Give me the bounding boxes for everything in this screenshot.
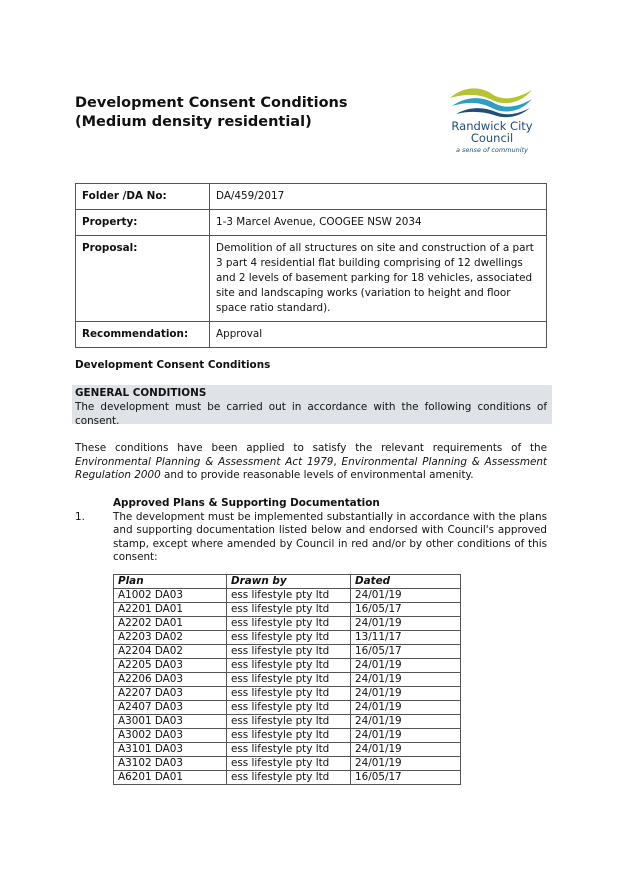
summary-row: [76, 210, 547, 236]
plan-cell: A2203 DA02: [114, 631, 227, 645]
general-conditions-title: GENERAL CONDITIONS: [75, 387, 207, 399]
table-row: [114, 645, 461, 659]
plan-cell: A1002 DA03: [114, 589, 227, 603]
council-name-line-2: Council: [470, 131, 514, 145]
table-row: [114, 617, 461, 631]
table-row: [114, 729, 461, 743]
summary-label: Proposal:: [76, 236, 210, 322]
drawn-by-cell: ess lifestyle pty ltd: [227, 687, 351, 701]
plan-cell: A2202 DA01: [114, 617, 227, 631]
summary-value: 1-3 Marcel Avenue, COOGEE NSW 2034: [210, 210, 547, 236]
plan-cell: A3002 DA03: [114, 729, 227, 743]
plan-cell: A2407 DA03: [114, 701, 227, 715]
drawn-by-cell: ess lifestyle pty ltd: [227, 589, 351, 603]
act-name: Environmental Planning & Assessment Act 1979: [75, 455, 334, 468]
summary-value: DA/459/2017: [210, 184, 547, 210]
dated-cell: 16/05/17: [351, 645, 461, 659]
summary-label: Property:: [76, 210, 210, 236]
drawn-by-cell: ess lifestyle pty ltd: [227, 757, 351, 771]
conditions-text-start: These conditions have been applied to satisfy the relevant requirements of the: [75, 442, 547, 454]
condition-text: The development must be implemented substantially in accordance with the plans and supporting documentation listed below and endorsed with Council's approved stamp, except where amended by Council in red and/or by other conditions of this consent:: [113, 511, 547, 563]
wave-logo-icon: [446, 84, 536, 118]
plan-cell: A2204 DA02: [114, 645, 227, 659]
regulation-name: Environmental Planning & Assessment Regulation 2000: [75, 455, 548, 481]
drawn-by-cell: ess lifestyle pty ltd: [227, 673, 351, 687]
dated-cell: 16/05/17: [351, 603, 461, 617]
table-row: [114, 603, 461, 617]
table-row: [114, 673, 461, 687]
table-row: [114, 757, 461, 771]
plans-table: [113, 574, 461, 785]
dated-cell: 24/01/19: [351, 617, 461, 631]
council-tagline: a sense of community: [456, 146, 528, 154]
condition-heading: Approved Plans & Supporting Documentation: [113, 497, 380, 509]
drawn-by-cell: ess lifestyle pty ltd: [227, 771, 351, 785]
drawn-by-cell: ess lifestyle pty ltd: [227, 659, 351, 673]
summary-label: Recommendation:: [76, 322, 210, 348]
general-conditions-text: The development must be carried out in accordance with the following conditions of consent.: [75, 401, 547, 427]
summary-value: Demolition of all structures on site and construction of a part 3 part 4 residential flat building comprising of 12 dwellings and 2 levels of basement parking for 18 vehicles, associated site and landscaping works (variation to height and floor space ratio standard).: [210, 236, 547, 322]
council-name-line-1: Randwick City: [451, 119, 533, 133]
table-row: [114, 715, 461, 729]
drawn-by-cell: ess lifestyle pty ltd: [227, 715, 351, 729]
summary-table: [75, 183, 547, 348]
document-title: [75, 94, 405, 132]
dated-cell: 24/01/19: [351, 729, 461, 743]
conditions-comma: ,: [333, 455, 342, 468]
conditions-paragraph: [75, 442, 547, 483]
document-title-line-2: (Medium density residential): [75, 114, 312, 130]
plan-cell: A6201 DA01: [114, 771, 227, 785]
table-row: [114, 631, 461, 645]
plan-cell: A2206 DA03: [114, 673, 227, 687]
summary-row: [76, 236, 547, 322]
dated-cell: 24/01/19: [351, 589, 461, 603]
plan-cell: A3101 DA03: [114, 743, 227, 757]
condition-number: 1.: [75, 511, 85, 523]
drawn-by-cell: ess lifestyle pty ltd: [227, 617, 351, 631]
plans-header-row: [114, 575, 461, 589]
dated-cell: 16/05/17: [351, 771, 461, 785]
dated-cell: 13/11/17: [351, 631, 461, 645]
dated-cell: 24/01/19: [351, 701, 461, 715]
summary-label: Folder /DA No:: [76, 184, 210, 210]
plan-cell: A3102 DA03: [114, 757, 227, 771]
dated-cell: 24/01/19: [351, 673, 461, 687]
table-row: [114, 659, 461, 673]
plans-header-dated: Dated: [351, 575, 461, 589]
plans-table-body: [114, 589, 461, 785]
dated-cell: 24/01/19: [351, 687, 461, 701]
summary-row: [76, 184, 547, 210]
dated-cell: 24/01/19: [351, 743, 461, 757]
drawn-by-cell: ess lifestyle pty ltd: [227, 701, 351, 715]
drawn-by-cell: ess lifestyle pty ltd: [227, 631, 351, 645]
table-row: [114, 701, 461, 715]
summary-value: Approval: [210, 322, 547, 348]
table-row: [114, 743, 461, 757]
dated-cell: 24/01/19: [351, 715, 461, 729]
table-row: [114, 687, 461, 701]
plan-cell: A2201 DA01: [114, 603, 227, 617]
plan-cell: A2207 DA03: [114, 687, 227, 701]
dated-cell: 24/01/19: [351, 659, 461, 673]
drawn-by-cell: ess lifestyle pty ltd: [227, 743, 351, 757]
council-name: [444, 120, 540, 144]
drawn-by-cell: ess lifestyle pty ltd: [227, 645, 351, 659]
plan-cell: A3001 DA03: [114, 715, 227, 729]
drawn-by-cell: ess lifestyle pty ltd: [227, 603, 351, 617]
dated-cell: 24/01/19: [351, 757, 461, 771]
plans-header-plan: Plan: [114, 575, 227, 589]
table-row: [114, 589, 461, 603]
council-logo: [440, 84, 540, 158]
plans-header-drawn-by: Drawn by: [227, 575, 351, 589]
summary-row: [76, 322, 547, 348]
drawn-by-cell: ess lifestyle pty ltd: [227, 729, 351, 743]
table-row: [114, 771, 461, 785]
conditions-text-end: and to provide reasonable levels of environmental amenity.: [160, 469, 474, 481]
plan-cell: A2205 DA03: [114, 659, 227, 673]
section-heading: Development Consent Conditions: [75, 359, 271, 371]
document-title-line-1: Development Consent Conditions: [75, 95, 348, 111]
